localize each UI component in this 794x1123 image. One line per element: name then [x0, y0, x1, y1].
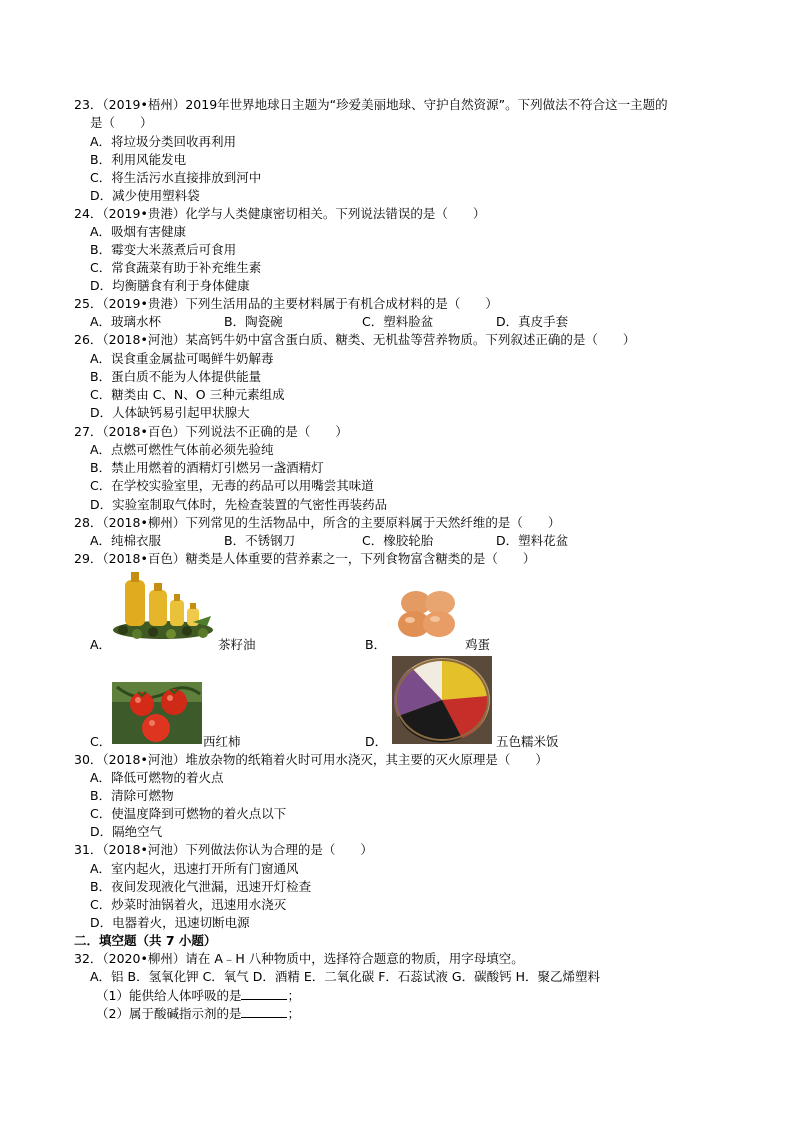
q32-sub2 [96, 1005, 300, 1023]
q28-option-d: D．塑料花盆 [496, 533, 569, 548]
q23-option-b: B．利用风能发电 [90, 152, 187, 167]
q25-option-b: B．陶瓷碗 [224, 314, 283, 329]
q23-option-c: C．将生活污水直接排放到河中 [90, 170, 262, 185]
q26-option-d: D．人体缺钙易引起甲状腺大 [90, 405, 250, 420]
q30-option-d: D．隔绝空气 [90, 824, 163, 839]
q23-stem: 23．（2019•梧州）2019年世界地球日主题为“珍爱美丽地球、守护自然资源”。下列做法不符合这一主题的 [74, 97, 668, 112]
q29-option-d-letter: D． [365, 734, 388, 749]
five-color-rice-image [392, 656, 492, 744]
q28-option-b: B．不锈钢刀 [224, 533, 296, 548]
tea-seed-oil-image [113, 570, 215, 640]
q32-sub1-answer-blank[interactable] [241, 987, 287, 1000]
q30-stem: 30．（2018•河池）堆放杂物的纸箱着火时可用水浇灭，其主要的灭火原理是（ ） [74, 752, 548, 767]
q23-option-d: D．减少使用塑料袋 [90, 188, 200, 203]
q24-option-c: C．常食蔬菜有助于补充维生素 [90, 260, 262, 275]
q24-stem: 24．（2019•贵港）化学与人类健康密切相关。下列说法错误的是（ ） [74, 206, 486, 221]
q32-sub1-tail: ； [287, 988, 300, 1003]
q32-choices: A．铝 B．氢氧化钾 C．氧气 D．酒精 E．二氧化碳 F．石蕊试液 G．碳酸钙 H．聚乙烯塑料 [90, 969, 600, 984]
q32-sub2-answer-blank[interactable] [241, 1005, 287, 1018]
q29-option-a-caption: 茶籽油 [218, 637, 256, 652]
q29-option-b-caption: 鸡蛋 [465, 637, 491, 652]
q27-option-c: C．在学校实验室里，无毒的药品可以用嘴尝其味道 [90, 478, 374, 493]
q27-option-d: D．实验室制取气体时，先检查装置的气密性再装药品 [90, 497, 388, 512]
q25-option-a: A．玻璃水杯 [90, 314, 162, 329]
q32-sub1-text: （1）能供给人体呼吸的是 [96, 988, 242, 1003]
q23-stem-cont: 是（ ） [90, 115, 153, 130]
q31-option-c: C．炒菜时油锅着火，迅速用水浇灭 [90, 897, 287, 912]
q25-option-d: D．真皮手套 [496, 314, 569, 329]
q30-option-a: A．降低可燃物的着火点 [90, 770, 224, 785]
q32-sub2-text: （2）属于酸碱指示剂的是 [96, 1006, 242, 1021]
q31-option-d: D．电器着火，迅速切断电源 [90, 915, 250, 930]
q26-stem: 26．（2018•河池）某高钙牛奶中富含蛋白质、糖类、无机盐等营养物质。下列叙述正确的是（ ） [74, 332, 636, 347]
q26-option-a: A．误食重金属盐可喝鲜牛奶解毒 [90, 351, 274, 366]
q32-sub2-tail: ； [287, 1006, 300, 1021]
q27-stem: 27．（2018•百色）下列说法不正确的是（ ） [74, 424, 348, 439]
q25-options [0, 313, 794, 331]
q28-option-a: A．纯棉衣服 [90, 533, 162, 548]
q25-option-c: C．塑料脸盆 [362, 314, 434, 329]
q24-option-d: D．均衡膳食有利于身体健康 [90, 278, 250, 293]
q23-option-a: A．将垃圾分类回收再利用 [90, 134, 237, 149]
section-heading-fill-in: 二．填空题（共 7 小题） [74, 933, 217, 948]
q32-stem: 32．（2020•柳州）请在 A﹣H 八种物质中，选择符合题意的物质，用字母填空。 [74, 951, 524, 966]
q26-option-c: C．糖类由 C、N、O 三种元素组成 [90, 387, 285, 402]
eggs-image [392, 588, 460, 638]
q30-option-b: B．清除可燃物 [90, 788, 174, 803]
q29-option-b-letter: B． [365, 637, 387, 652]
q31-option-b: B．夜间发现液化气泄漏，迅速开灯检查 [90, 879, 312, 894]
q28-stem: 28．（2018•柳州）下列常见的生活物品中，所含的主要原料属于天然纤维的是（ ） [74, 515, 561, 530]
q26-option-b: B．蛋白质不能为人体提供能量 [90, 369, 262, 384]
q29-option-a-letter: A． [90, 637, 112, 652]
q30-option-c: C．使温度降到可燃物的着火点以下 [90, 806, 287, 821]
q31-option-a: A．室内起火，迅速打开所有门窗通风 [90, 861, 299, 876]
q29-option-c-letter: C． [90, 734, 112, 749]
q25-stem: 25．（2019•贵港）下列生活用品的主要材料属于有机合成材料的是（ ） [74, 296, 498, 311]
q32-sub1 [96, 987, 300, 1005]
tomatoes-image [112, 682, 202, 744]
q28-options [0, 532, 794, 550]
q24-option-a: A．吸烟有害健康 [90, 224, 187, 239]
q24-option-b: B．霉变大米蒸煮后可食用 [90, 242, 237, 257]
q27-option-a: A．点燃可燃性气体前必须先验纯 [90, 442, 274, 457]
q29-option-d-caption: 五色糯米饭 [496, 734, 559, 749]
q31-stem: 31．（2018•河池）下列做法你认为合理的是（ ） [74, 842, 373, 857]
q29-option-c-caption: 西红柿 [203, 734, 241, 749]
q29-stem: 29．（2018•百色）糖类是人体重要的营养素之一，下列食物富含糖类的是（ ） [74, 551, 536, 566]
q28-option-c: C．橡胶轮胎 [362, 533, 434, 548]
q27-option-b: B．禁止用燃着的酒精灯引燃另一盏酒精灯 [90, 460, 324, 475]
